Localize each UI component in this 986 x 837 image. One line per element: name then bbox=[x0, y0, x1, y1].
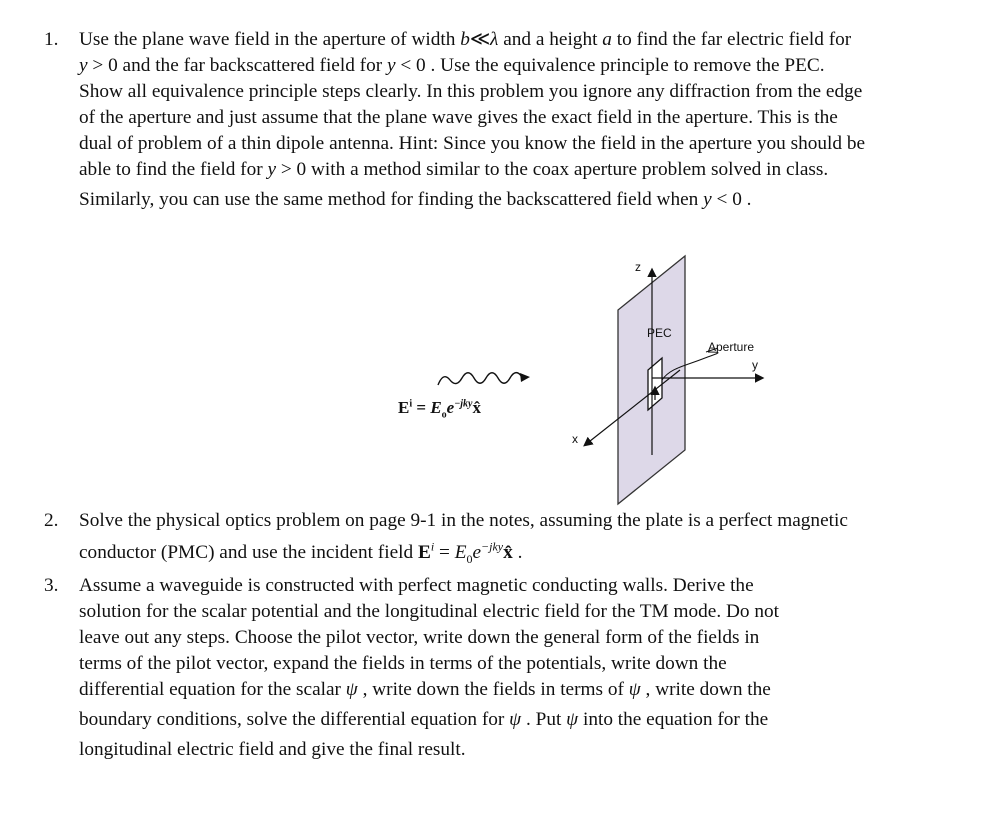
x-axis-label: x bbox=[572, 432, 578, 446]
figure-drawing bbox=[380, 240, 800, 510]
problem-text bbox=[79, 573, 944, 763]
incident-field-label: $E^i$ = $E_oe^{-jky}x̂$ bbox=[398, 398, 481, 421]
text-line: Similarly, you can use the same method for finding the backscattered field when y < 0 . bbox=[79, 189, 752, 210]
problem-3 bbox=[44, 573, 944, 763]
problem-text bbox=[79, 508, 944, 566]
text-line: Assume a waveguide is constructed with perfect magnetic conducting walls. Derive the bbox=[79, 575, 754, 596]
aperture-figure bbox=[380, 240, 800, 510]
y-axis-label: y bbox=[752, 358, 758, 372]
text-line: dual of problem of a thin dipole antenna. Hint: Since you know the field in the aperture you should be bbox=[79, 133, 866, 154]
problem-number: 3. bbox=[44, 575, 59, 596]
text-line: y > 0 and the far backscattered field for y < 0 . Use the equivalence principle to remove the PEC. bbox=[79, 55, 825, 76]
text-line: differential equation for the scalar ψ , write down the fields in terms of ψ , write down the bbox=[79, 679, 771, 700]
text-line: Show all equivalence principle steps clearly. In this problem you ignore any diffraction from the edge bbox=[79, 81, 863, 102]
text-line: able to find the field for y > 0 with a method similar to the coax aperture problem solved in class. bbox=[79, 159, 829, 180]
incident-wave bbox=[438, 373, 522, 385]
text-line: conductor (PMC) and use the incident field $E^i$ = $E_0e^{-jky}x̂$ . bbox=[79, 539, 523, 566]
problem-text bbox=[79, 27, 944, 213]
text-line: Solve the physical optics problem on page 9-1 in the notes, assuming the plate is a perfect magnetic bbox=[79, 510, 848, 531]
problem-2 bbox=[44, 508, 944, 566]
aperture-label: Aperture bbox=[708, 340, 755, 354]
text-line: solution for the scalar potential and the longitudinal electric field for the TM mode. Do not bbox=[79, 601, 780, 622]
text-line: Use the plane wave field in the aperture of width b≪λ and a height a to find the far electric field for bbox=[79, 29, 852, 50]
z-axis-label: z bbox=[635, 260, 641, 274]
text-line: terms of the pilot vector, expand the fields in terms of the potentials, write down the bbox=[79, 653, 727, 674]
problem-1 bbox=[44, 27, 944, 213]
text-line: longitudinal electric field and give the final result. bbox=[79, 739, 466, 760]
text-line: boundary conditions, solve the differential equation for ψ . Put ψ into the equation for the bbox=[79, 709, 769, 730]
problem-number: 2. bbox=[44, 510, 59, 531]
text-line: of the aperture and just assume that the plane wave gives the exact field in the aperture. This is the bbox=[79, 107, 838, 128]
problem-number: 1. bbox=[44, 29, 59, 50]
pec-label: PEC bbox=[647, 326, 672, 340]
text-line: leave out any steps. Choose the pilot vector, write down the general form of the fields in bbox=[79, 627, 760, 648]
